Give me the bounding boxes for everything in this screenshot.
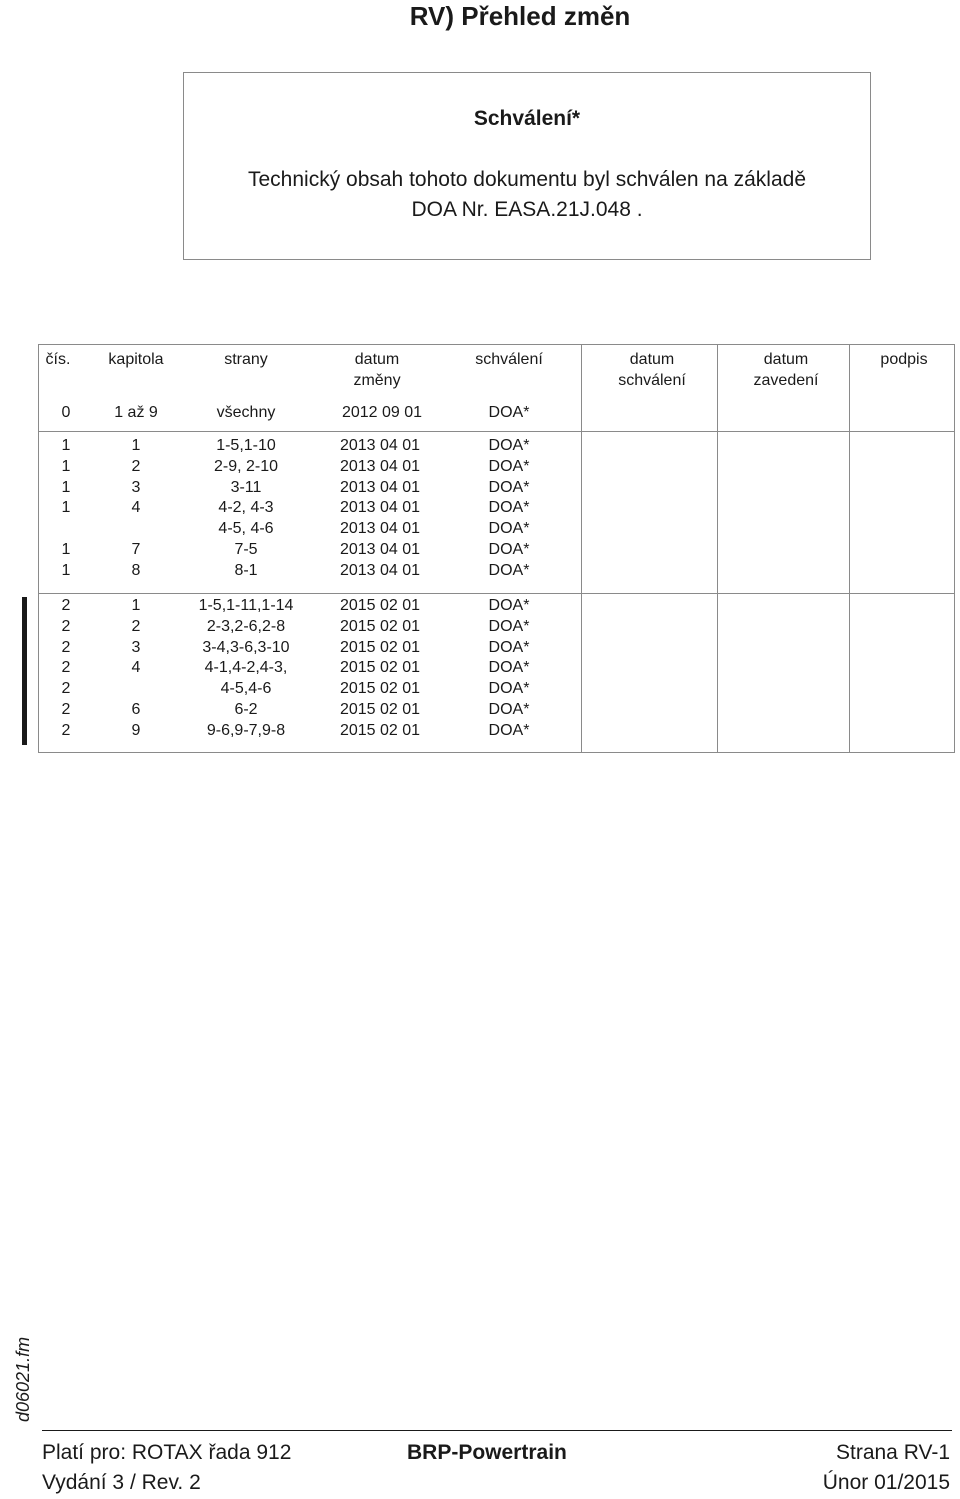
group2-cis: 2 2 2 2 2 2 2 [61, 597, 71, 739]
header-kapitola: kapitola [108, 351, 164, 368]
row0-strany: všechny [216, 404, 276, 421]
group2-datum: 2015 02 01 2015 02 01 2015 02 01 2015 02 01 2015 02 01 2015 02 01 2015 02 01 [339, 597, 421, 739]
approval-line-2: DOA Nr. EASA.21J.048 . [411, 198, 643, 221]
footer-page-number: Strana RV-1 [835, 1441, 950, 1464]
approval-line-1: Technický obsah tohoto dokumentu byl schválen na základě [247, 168, 807, 191]
table-divider-horizontal [39, 593, 954, 594]
table-divider-horizontal [39, 431, 954, 432]
table-divider-vertical [849, 345, 850, 752]
footer-brand: BRP-Powertrain [407, 1441, 567, 1464]
table-divider-vertical [581, 345, 582, 752]
footer-date: Únor 01/2015 [822, 1471, 950, 1494]
approval-heading: Schválení* [473, 107, 581, 130]
row0-datum: 2012 09 01 [341, 404, 423, 421]
revision-change-bar [22, 597, 27, 745]
group2-schvaleni: DOA* DOA* DOA* DOA* DOA* DOA* DOA* [488, 597, 530, 739]
footer-edition: Vydání 3 / Rev. 2 [42, 1471, 201, 1494]
group1-cis: 1 1 1 1 1 1 [61, 437, 71, 579]
footer-applicability: Platí pro: ROTAX řada 912 [42, 1441, 292, 1464]
row0-schvaleni: DOA* [488, 404, 530, 421]
row0-cis: 0 [61, 404, 71, 421]
file-name-label: d06021.fm [13, 1336, 33, 1422]
header-podpis: podpis [880, 351, 928, 368]
revision-table [38, 344, 955, 753]
group1-schvaleni: DOA* DOA* DOA* DOA* DOA* DOA* DOA* [488, 437, 530, 579]
header-schvaleni: schválení [475, 351, 543, 368]
approval-text [184, 165, 870, 225]
group2-kapitola: 1 2 3 4 6 9 [131, 597, 141, 739]
table-divider-vertical [717, 345, 718, 752]
group1-datum: 2013 04 01 2013 04 01 2013 04 01 2013 04 01 2013 04 01 2013 04 01 2013 04 01 [339, 437, 421, 579]
header-datum-zavedeni: datum zavedení [753, 351, 819, 389]
header-datum-zmeny: datum změny [353, 351, 401, 389]
page-title: RV) Přehled změn [409, 1, 631, 31]
header-cis: čís. [45, 351, 71, 368]
header-datum-schvaleni: datum schválení [618, 351, 686, 389]
group1-kapitola: 1 2 3 4 7 8 [131, 437, 141, 579]
approval-box [183, 72, 871, 260]
header-strany: strany [224, 351, 268, 368]
row0-kapitola: 1 až 9 [114, 404, 158, 421]
group1-strany: 1-5,1-10 2-9, 2-10 3-11 4-2, 4-3 4-5, 4-6 7-5 8-1 [213, 437, 279, 579]
footer-rule [42, 1430, 952, 1431]
group2-strany: 1-5,1-11,1-14 2-3,2-6,2-8 3-4,3-6,3-10 4-1,4-2,4-3, 4-5,4-6 6-2 9-6,9-7,9-8 [198, 597, 294, 739]
